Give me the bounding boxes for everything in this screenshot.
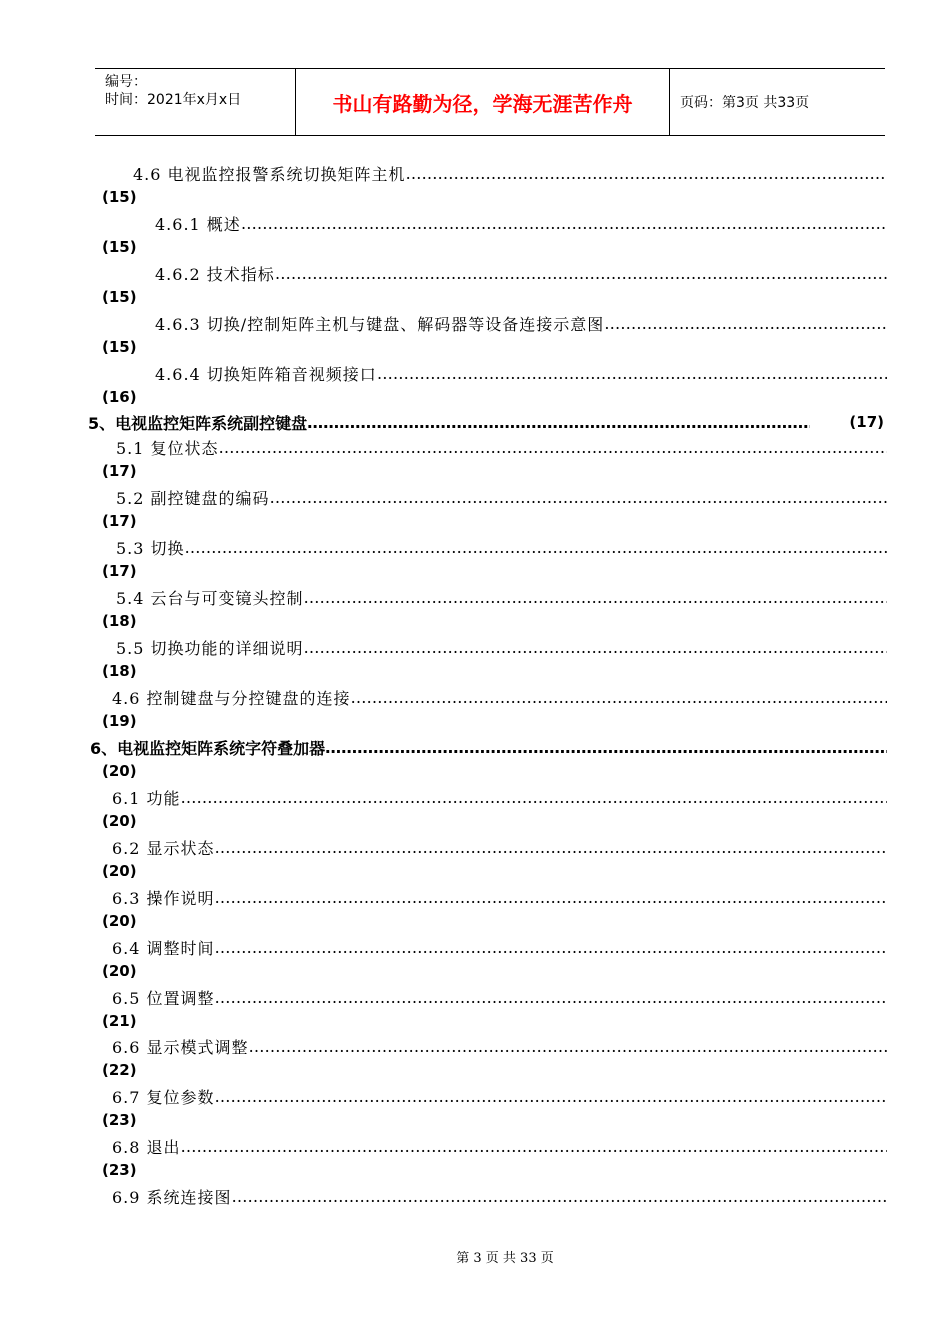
toc-page-number: (16) (102, 388, 137, 406)
toc-entry[interactable]: 5.3 切换 ………………………………………………………………………………………………………………………………………………………………………… (116, 536, 887, 558)
toc-entry[interactable]: 4.6 控制键盘与分控键盘的连接 ………………………………………………………………………………………………………………………………………………………………………… (112, 686, 887, 708)
header-meta (95, 69, 296, 135)
toc-page-number: (20) (102, 862, 137, 880)
header-page-info: 页码：第3页 共33页 (680, 95, 810, 111)
toc-page-number: (19) (102, 712, 137, 730)
toc-chapter-entry[interactable]: 6、电视监控矩阵系统字符叠加器 ………………………………………………………………………………………………………………………………………………………………………… (90, 736, 887, 758)
toc-page-number: (17) (102, 462, 137, 480)
toc-entry[interactable]: 4.6 电视监控报警系统切换矩阵主机 ………………………………………………………………………………………………………………………………………………………………………… (133, 162, 887, 184)
toc-entry[interactable]: 6.7 复位参数 ………………………………………………………………………………………………………………………………………………………………………… (112, 1085, 887, 1107)
toc-page-number: (15) (102, 238, 137, 256)
toc-chapter-entry[interactable]: 5、电视监控矩阵系统副控键盘 ………………………………………………………………………………………………………………………………………………………………………… (88, 411, 810, 433)
toc-entry[interactable]: 6.5 位置调整 ………………………………………………………………………………………………………………………………………………………………………… (112, 986, 887, 1008)
page-footer: 第 3 页 共 33 页 (456, 1251, 554, 1266)
toc-entry[interactable]: 6.2 显示状态 ………………………………………………………………………………………………………………………………………………………………………… (112, 836, 887, 858)
toc-entry[interactable]: 4.6.1 概述 ………………………………………………………………………………………………………………………………………………………………………… (155, 212, 887, 234)
toc-page-number: (20) (102, 962, 137, 980)
toc-page-number: (15) (102, 188, 137, 206)
toc-page-number: (20) (102, 762, 137, 780)
toc-entry[interactable]: 6.8 退出 ………………………………………………………………………………………………………………………………………………………………………… (112, 1135, 887, 1157)
toc-entry[interactable]: 5.4 云台与可变镜头控制 ………………………………………………………………………………………………………………………………………………………………………… (116, 586, 887, 608)
toc-page-number: (18) (102, 612, 137, 630)
toc-entry[interactable]: 4.6.4 切换矩阵箱音视频接口 ………………………………………………………………………………………………………………………………………………………………………… (155, 362, 887, 384)
toc-entry[interactable]: 4.6.2 技术指标 ………………………………………………………………………………………………………………………………………………………………………… (155, 262, 887, 284)
toc-page-number: (17) (102, 562, 137, 580)
toc-entry[interactable]: 6.9 系统连接图 ………………………………………………………………………………………………………………………………………………………………………… (112, 1185, 887, 1207)
header-motto: 书山有路勤为径，学海无涯苦作舟 (296, 69, 670, 135)
toc-entry[interactable]: 6.6 显示模式调整 ………………………………………………………………………………………………………………………………………………………………………… (112, 1035, 887, 1057)
toc-page-number: (17) (849, 413, 884, 431)
toc-page-number: (18) (102, 662, 137, 680)
document-number-label: 编号： (105, 74, 147, 90)
toc-entry[interactable]: 5.1 复位状态 ………………………………………………………………………………………………………………………………………………………………………… (116, 436, 887, 458)
toc-entry[interactable]: 6.4 调整时间 ………………………………………………………………………………………………………………………………………………………………………… (112, 936, 887, 958)
toc-entry[interactable]: 4.6.3 切换/控制矩阵主机与键盘、解码器等设备连接示意图 ………………………………………………………………………………………………………………………………………………………………………… (155, 312, 887, 334)
toc-page-number: (23) (102, 1161, 137, 1179)
toc-page-number: (20) (102, 912, 137, 930)
page-header (95, 68, 885, 136)
document-time-label: 时间：2021年x月x日 (105, 92, 242, 108)
toc-page-number: (22) (102, 1061, 137, 1079)
toc-entry[interactable]: 6.3 操作说明 ………………………………………………………………………………………………………………………………………………………………………… (112, 886, 887, 908)
toc-entry[interactable]: 5.5 切换功能的详细说明 ………………………………………………………………………………………………………………………………………………………………………… (116, 636, 887, 658)
toc-entry[interactable]: 5.2 副控键盘的编码 ………………………………………………………………………………………………………………………………………………………………………… (116, 486, 887, 508)
toc-page-number: (17) (102, 512, 137, 530)
toc-page-number: (20) (102, 812, 137, 830)
toc-page-number: (21) (102, 1012, 137, 1030)
toc-page-number: (23) (102, 1111, 137, 1129)
toc-page-number: (15) (102, 338, 137, 356)
toc-page-number: (15) (102, 288, 137, 306)
toc-entry[interactable]: 6.1 功能 ………………………………………………………………………………………………………………………………………………………………………… (112, 786, 887, 808)
